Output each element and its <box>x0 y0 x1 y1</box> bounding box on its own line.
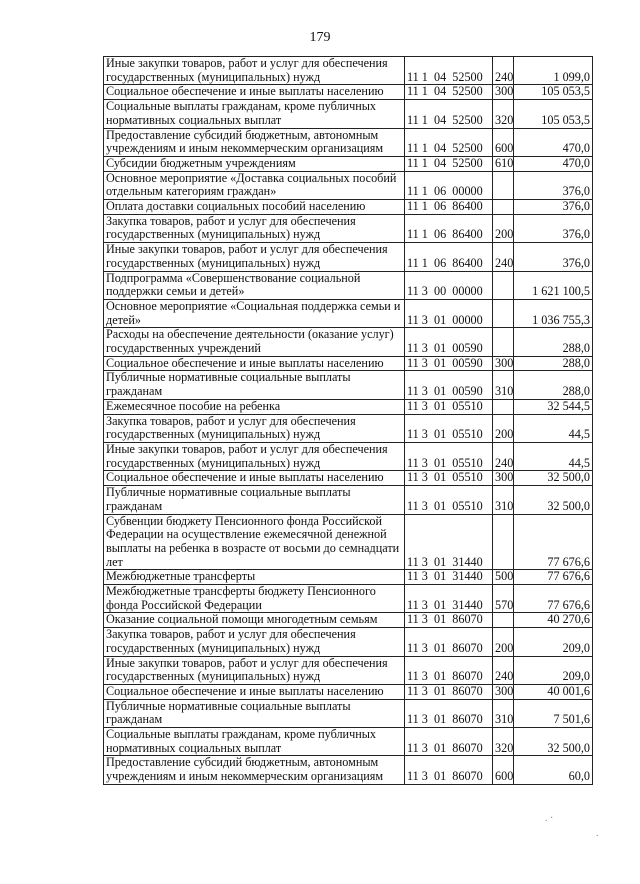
row-expense-type-code: 240 <box>493 57 514 85</box>
row-description: Оказание социальной помощи многодетным семьям <box>104 613 405 628</box>
row-target-code: 11 1 04 52500 <box>405 156 493 171</box>
row-expense-type-code: 300 <box>493 471 514 486</box>
scan-artifact: . <box>596 828 599 839</box>
row-description: Подпрограмма «Совершенствование социальной поддержки семьи и детей» <box>104 271 405 299</box>
table-row <box>104 399 593 414</box>
table-row <box>104 356 593 371</box>
table-row <box>104 371 593 399</box>
row-amount: 60,0 <box>514 756 593 784</box>
row-target-code: 11 1 04 52500 <box>405 100 493 128</box>
table-row <box>104 100 593 128</box>
row-amount: 209,0 <box>514 656 593 684</box>
row-target-code: 11 3 01 86070 <box>405 684 493 699</box>
table-row <box>104 684 593 699</box>
row-target-code: 11 3 01 00590 <box>405 328 493 356</box>
row-description: Публичные нормативные социальные выплаты гражданам <box>104 371 405 399</box>
row-amount: 32 500,0 <box>514 471 593 486</box>
row-description: Закупка товаров, работ и услуг для обеспечения государственных (муниципальных) нужд <box>104 214 405 242</box>
row-amount: 77 676,6 <box>514 585 593 613</box>
row-description: Предоставление субсидий бюджетным, автономным учреждениям и иным некоммерческим организациям <box>104 128 405 156</box>
table-row <box>104 85 593 100</box>
row-target-code: 11 3 01 05510 <box>405 399 493 414</box>
scan-artifact: . · <box>545 813 554 824</box>
row-target-code: 11 3 01 31440 <box>405 585 493 613</box>
row-description: Социальные выплаты гражданам, кроме публичных нормативных социальных выплат <box>104 728 405 756</box>
row-expense-type-code: 300 <box>493 356 514 371</box>
table-row <box>104 613 593 628</box>
budget-table <box>103 56 593 785</box>
row-expense-type-code: 310 <box>493 699 514 727</box>
row-target-code: 11 3 01 00590 <box>405 371 493 399</box>
row-amount: 77 676,6 <box>514 514 593 570</box>
row-description: Иные закупки товаров, работ и услуг для обеспечения государственных (муниципальных) нужд <box>104 57 405 85</box>
table-row <box>104 628 593 656</box>
row-expense-type-code <box>493 200 514 215</box>
row-target-code: 11 1 06 00000 <box>405 171 493 199</box>
table-row <box>104 299 593 327</box>
row-description: Социальные выплаты гражданам, кроме публичных нормативных социальных выплат <box>104 100 405 128</box>
table-row <box>104 328 593 356</box>
row-amount: 1 099,0 <box>514 57 593 85</box>
row-amount: 77 676,6 <box>514 570 593 585</box>
row-amount: 209,0 <box>514 628 593 656</box>
row-expense-type-code <box>493 328 514 356</box>
row-amount: 40 270,6 <box>514 613 593 628</box>
row-expense-type-code: 600 <box>493 128 514 156</box>
table-row <box>104 271 593 299</box>
row-expense-type-code: 320 <box>493 100 514 128</box>
row-description: Социальное обеспечение и иные выплаты населению <box>104 471 405 486</box>
table-row <box>104 756 593 784</box>
row-target-code: 11 3 01 86070 <box>405 628 493 656</box>
table-row <box>104 585 593 613</box>
row-target-code: 11 3 01 05510 <box>405 486 493 514</box>
row-expense-type-code: 320 <box>493 728 514 756</box>
row-description: Закупка товаров, работ и услуг для обеспечения государственных (муниципальных) нужд <box>104 628 405 656</box>
table-row <box>104 171 593 199</box>
row-amount: 1 621 100,5 <box>514 271 593 299</box>
row-target-code: 11 1 06 86400 <box>405 200 493 215</box>
row-target-code: 11 3 01 86070 <box>405 613 493 628</box>
table-row <box>104 570 593 585</box>
row-description: Основное мероприятие «Социальная поддержка семьи и детей» <box>104 299 405 327</box>
table-row <box>104 699 593 727</box>
row-expense-type-code: 240 <box>493 656 514 684</box>
row-description: Ежемесячное пособие на ребенка <box>104 399 405 414</box>
row-expense-type-code: 570 <box>493 585 514 613</box>
table-row <box>104 156 593 171</box>
row-amount: 32 544,5 <box>514 399 593 414</box>
row-amount: 288,0 <box>514 371 593 399</box>
page-number: 179 <box>309 30 331 45</box>
row-amount: 105 053,5 <box>514 85 593 100</box>
row-description: Основное мероприятие «Доставка социальных пособий отдельным категориям граждан» <box>104 171 405 199</box>
row-amount: 1 036 755,3 <box>514 299 593 327</box>
row-description: Публичные нормативные социальные выплаты гражданам <box>104 699 405 727</box>
row-expense-type-code: 310 <box>493 371 514 399</box>
row-expense-type-code <box>493 514 514 570</box>
row-description: Предоставление субсидий бюджетным, автономным учреждениям и иным некоммерческим организациям <box>104 756 405 784</box>
row-expense-type-code <box>493 399 514 414</box>
row-expense-type-code: 610 <box>493 156 514 171</box>
row-target-code: 11 3 01 00000 <box>405 299 493 327</box>
row-amount: 32 500,0 <box>514 486 593 514</box>
row-description: Социальное обеспечение и иные выплаты населению <box>104 356 405 371</box>
row-amount: 44,5 <box>514 414 593 442</box>
row-description: Иные закупки товаров, работ и услуг для обеспечения государственных (муниципальных) нужд <box>104 442 405 470</box>
row-expense-type-code: 200 <box>493 414 514 442</box>
row-target-code: 11 1 04 52500 <box>405 57 493 85</box>
row-expense-type-code: 200 <box>493 628 514 656</box>
row-description: Социальное обеспечение и иные выплаты населению <box>104 684 405 699</box>
row-amount: 288,0 <box>514 356 593 371</box>
table-row <box>104 57 593 85</box>
row-target-code: 11 1 06 86400 <box>405 243 493 271</box>
row-description: Закупка товаров, работ и услуг для обеспечения государственных (муниципальных) нужд <box>104 414 405 442</box>
row-amount: 40 001,6 <box>514 684 593 699</box>
row-amount: 470,0 <box>514 156 593 171</box>
table-row <box>104 243 593 271</box>
row-expense-type-code: 600 <box>493 756 514 784</box>
row-target-code: 11 3 01 05510 <box>405 414 493 442</box>
row-expense-type-code <box>493 271 514 299</box>
budget-table-body <box>104 57 593 785</box>
row-expense-type-code: 200 <box>493 214 514 242</box>
row-target-code: 11 1 04 52500 <box>405 128 493 156</box>
row-description: Публичные нормативные социальные выплаты гражданам <box>104 486 405 514</box>
row-amount: 105 053,5 <box>514 100 593 128</box>
table-row <box>104 442 593 470</box>
table-row <box>104 656 593 684</box>
row-target-code: 11 3 01 05510 <box>405 442 493 470</box>
row-expense-type-code: 500 <box>493 570 514 585</box>
row-expense-type-code: 300 <box>493 684 514 699</box>
table-row <box>104 514 593 570</box>
table-row <box>104 486 593 514</box>
row-description: Субсидии бюджетным учреждениям <box>104 156 405 171</box>
row-description: Субвенции бюджету Пенсионного фонда Российской Федерации на осуществление ежемесячной денежной выплаты на ребенка в возрасте от восьми до семнадцати лет <box>104 514 405 570</box>
row-amount: 32 500,0 <box>514 728 593 756</box>
row-target-code: 11 3 01 86070 <box>405 728 493 756</box>
row-amount: 376,0 <box>514 171 593 199</box>
row-description: Межбюджетные трансферты <box>104 570 405 585</box>
table-row <box>104 471 593 486</box>
row-target-code: 11 3 01 31440 <box>405 514 493 570</box>
row-expense-type-code: 300 <box>493 85 514 100</box>
table-row <box>104 200 593 215</box>
row-target-code: 11 3 01 86070 <box>405 656 493 684</box>
row-description: Межбюджетные трансферты бюджету Пенсионного фонда Российской Федерации <box>104 585 405 613</box>
row-target-code: 11 3 01 86070 <box>405 699 493 727</box>
row-description: Расходы на обеспечение деятельности (оказание услуг) государственных учреждений <box>104 328 405 356</box>
row-description: Иные закупки товаров, работ и услуг для обеспечения государственных (муниципальных) нужд <box>104 656 405 684</box>
row-expense-type-code <box>493 613 514 628</box>
row-expense-type-code: 310 <box>493 486 514 514</box>
row-amount: 376,0 <box>514 243 593 271</box>
row-amount: 376,0 <box>514 200 593 215</box>
row-expense-type-code <box>493 299 514 327</box>
row-target-code: 11 3 00 00000 <box>405 271 493 299</box>
row-description: Иные закупки товаров, работ и услуг для обеспечения государственных (муниципальных) нужд <box>104 243 405 271</box>
row-amount: 44,5 <box>514 442 593 470</box>
row-target-code: 11 3 01 00590 <box>405 356 493 371</box>
table-row <box>104 128 593 156</box>
row-amount: 288,0 <box>514 328 593 356</box>
row-target-code: 11 3 01 05510 <box>405 471 493 486</box>
row-description: Оплата доставки социальных пособий населению <box>104 200 405 215</box>
row-expense-type-code: 240 <box>493 442 514 470</box>
table-row <box>104 414 593 442</box>
row-target-code: 11 3 01 86070 <box>405 756 493 784</box>
row-expense-type-code: 240 <box>493 243 514 271</box>
row-amount: 376,0 <box>514 214 593 242</box>
table-row <box>104 214 593 242</box>
row-expense-type-code <box>493 171 514 199</box>
table-row <box>104 728 593 756</box>
row-amount: 470,0 <box>514 128 593 156</box>
row-target-code: 11 1 04 52500 <box>405 85 493 100</box>
row-target-code: 11 3 01 31440 <box>405 570 493 585</box>
row-target-code: 11 1 06 86400 <box>405 214 493 242</box>
row-description: Социальное обеспечение и иные выплаты населению <box>104 85 405 100</box>
row-amount: 7 501,6 <box>514 699 593 727</box>
